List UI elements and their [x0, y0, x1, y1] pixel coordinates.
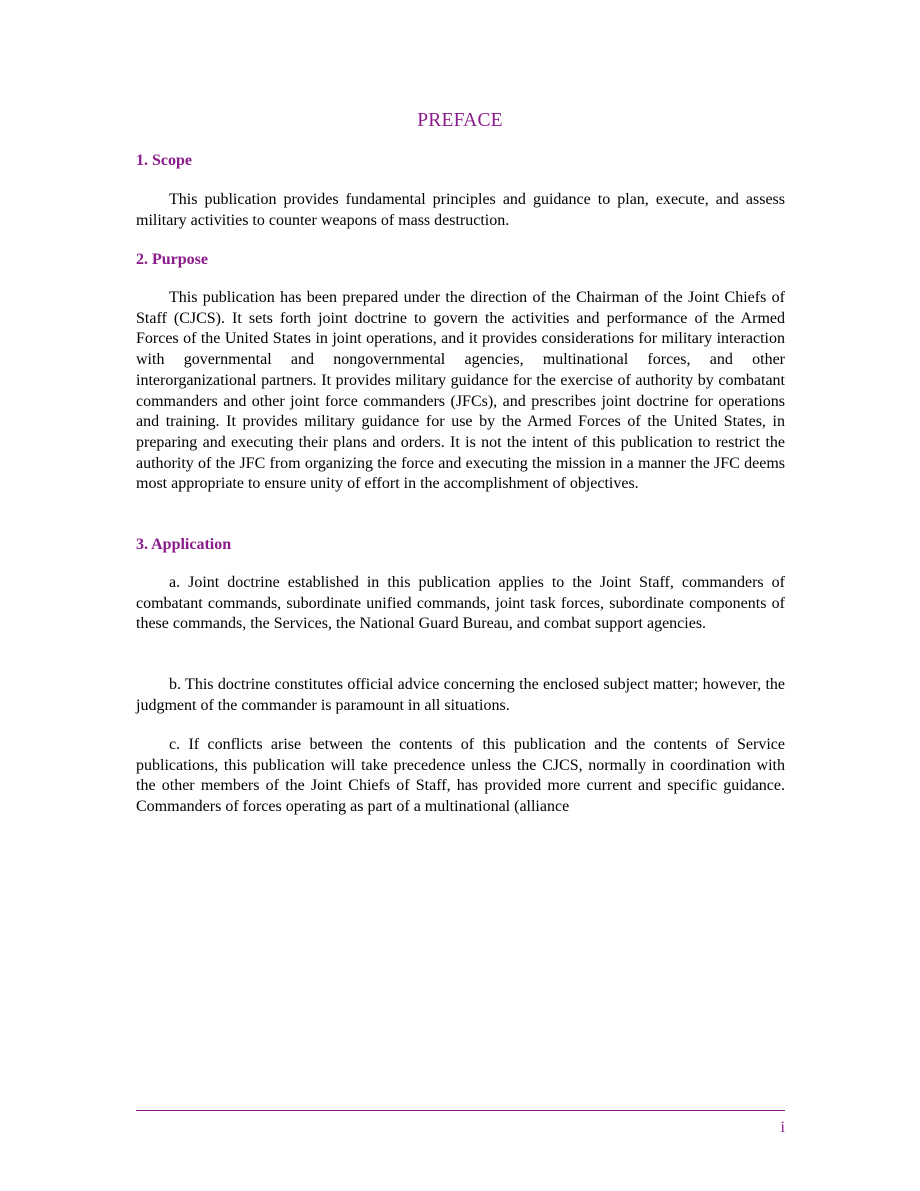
page-title: PREFACE [417, 110, 503, 131]
purpose-paragraph: This publication has been prepared under the direction of the Chairman of the Joint Chiefs of Staff (CJCS). It sets forth joint doctrine to govern the activities and performance of the Armed Forces of the United States in joint operations, and it provides considerations for military interaction with governmental and nongovernmental agencies, multinational forces, and other interorganizational partners. It provides military guidance for the exercise of authority by combatant commanders and other joint force commanders (JFCs), and prescribes joint doctrine for operations and training. It provides military guidance for use by the Armed Forces of the United States, in preparing and executing their plans and orders. It is not the intent of this publication to restrict the authority of the JFC from organizing the force and executing the mission in a manner the JFC deems most appropriate to ensure unity of effort in the accomplishment of objectives. [136, 289, 785, 493]
scope-paragraph: This publication provides fundamental principles and guidance to plan, execute, and assess military activities to counter weapons of mass destruction. [136, 191, 785, 229]
section-heading-scope: 1. Scope [136, 152, 192, 169]
page-number: i [780, 1119, 785, 1136]
section-heading-purpose: 2. Purpose [136, 251, 208, 268]
application-item-c: c. If conflicts arise between the contents of this publication and the contents of Service publications, this publication will take precedence unless the CJCS, normally in coordination with the other members of the Joint Chiefs of Staff, has provided more current and specific guidance. Commanders of forces operating as part of a multinational (alliance [136, 736, 785, 816]
footer-rule [136, 1110, 785, 1111]
section-heading-application: 3. Application [136, 536, 232, 553]
application-item-a: a. Joint doctrine established in this publication applies to the Joint Staff, commanders of combatant commands, subordinate unified commands, joint task forces, subordinate components of these commands, the Services, the National Guard Bureau, and combat support agencies. [136, 574, 785, 633]
application-item-b: b. This doctrine constitutes official advice concerning the enclosed subject matter; however, the judgment of the commander is paramount in all situations. [136, 676, 785, 714]
